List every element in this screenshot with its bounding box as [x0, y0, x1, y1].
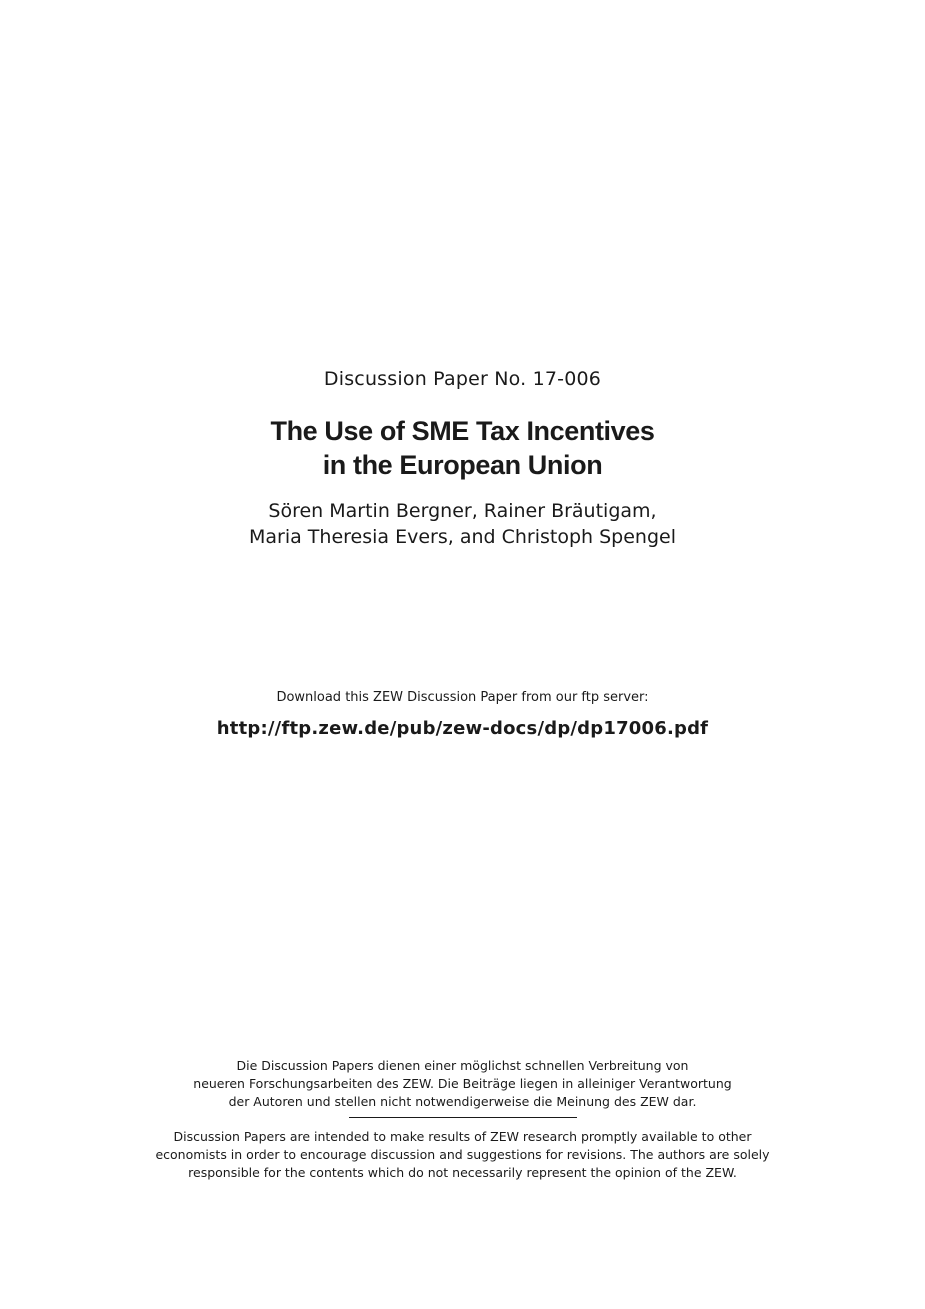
paper-title	[0, 414, 925, 482]
disclaimer-line: Discussion Papers are intended to make results of ZEW research promptly available to other	[173, 1129, 752, 1144]
paper-number: Discussion Paper No. 17-006	[323, 368, 602, 390]
title-line: The Use of SME Tax Incentives	[270, 416, 655, 446]
divider-line	[349, 1117, 577, 1118]
download-link[interactable]: http://ftp.zew.de/pub/zew-docs/dp/dp17006.pdf	[216, 718, 709, 739]
title-line: in the European Union	[322, 450, 603, 480]
disclaimer-line: economists in order to encourage discussion and suggestions for revisions. The authors are solely	[155, 1147, 770, 1162]
download-note: Download this ZEW Discussion Paper from our ftp server:	[276, 690, 649, 705]
disclaimer-line: responsible for the contents which do not necessarily represent the opinion of the ZEW.	[188, 1165, 737, 1180]
disclaimer-line: neueren Forschungsarbeiten des ZEW. Die Beiträge liegen in alleiniger Verantwortung	[193, 1076, 732, 1091]
disclaimer-german	[0, 1057, 925, 1111]
author-line: Sören Martin Bergner, Rainer Bräutigam,	[268, 500, 657, 522]
author-line: Maria Theresia Evers, and Christoph Spengel	[249, 526, 676, 548]
disclaimer-line: der Autoren und stellen nicht notwendigerweise die Meinung des ZEW dar.	[228, 1094, 697, 1109]
disclaimer-english	[0, 1128, 925, 1182]
author-list	[0, 498, 925, 550]
disclaimer-line: Die Discussion Papers dienen einer möglichst schnellen Verbreitung von	[236, 1058, 689, 1073]
